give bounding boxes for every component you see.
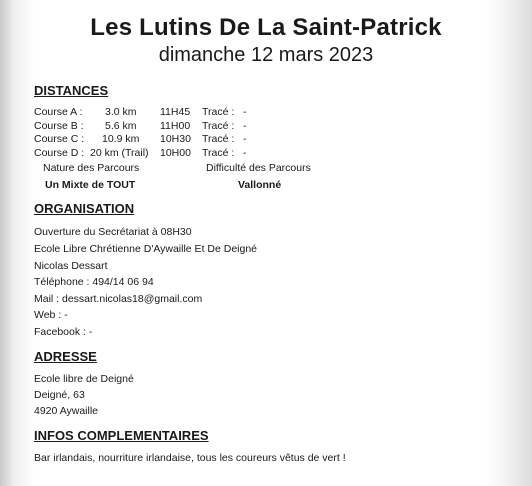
event-date: dimanche 12 mars 2023 <box>158 44 374 66</box>
difficulty-value: Vallonné <box>238 179 282 191</box>
course-distance: 3.0 km <box>105 106 137 118</box>
contact-web: Web : - <box>34 309 68 321</box>
secretariat-opening: Ouverture du Secrétariat à 08H30 <box>34 226 192 238</box>
organisation-heading: ORGANISATION <box>34 201 135 216</box>
address-line: Ecole libre de Deigné <box>34 373 134 385</box>
contact-person: Nicolas Dessart <box>34 260 108 272</box>
course-time: 10H30 <box>160 133 191 145</box>
nature-label: Nature des Parcours <box>43 162 140 174</box>
course-distance: 10.9 km <box>102 133 140 145</box>
course-name: Course C : <box>34 133 85 145</box>
course-distance: 20 km (Trail) <box>90 147 149 159</box>
course-trace-label: Tracé : <box>202 120 235 132</box>
infos-heading: INFOS COMPLEMENTAIRES <box>34 428 209 443</box>
page-title: Les Lutins De La Saint-Patrick <box>90 14 442 41</box>
course-name: Course B : <box>34 120 84 132</box>
course-trace-label: Tracé : <box>202 106 235 118</box>
nature-value: Un Mixte de TOUT <box>45 179 136 191</box>
course-trace-value: - <box>243 120 247 132</box>
course-time: 11H00 <box>160 120 191 132</box>
course-time: 11H45 <box>160 106 191 118</box>
course-name: Course D : <box>34 147 85 159</box>
course-trace-value: - <box>243 133 247 145</box>
contact-phone: Téléphone : 494/14 06 94 <box>34 276 154 288</box>
course-trace-value: - <box>243 147 247 159</box>
infos-text: Bar irlandais, nourriture irlandaise, tous les coureurs vêtus de vert ! <box>34 452 346 464</box>
difficulty-label: Difficulté des Parcours <box>206 162 311 174</box>
course-trace-label: Tracé : <box>202 133 235 145</box>
course-name: Course A : <box>34 106 83 118</box>
contact-facebook: Facebook : - <box>34 326 93 338</box>
adresse-heading: ADRESSE <box>34 349 97 364</box>
course-trace-label: Tracé : <box>202 147 235 159</box>
course-time: 10H00 <box>160 147 191 159</box>
address-line: Deigné, 63 <box>34 389 85 401</box>
contact-mail: Mail : dessart.nicolas18@gmail.com <box>34 293 203 305</box>
course-distance: 5.6 km <box>105 120 137 132</box>
address-line: 4920 Aywaille <box>34 405 99 417</box>
course-trace-value: - <box>243 106 247 118</box>
distances-heading: DISTANCES <box>34 83 109 98</box>
organiser-name: Ecole Libre Chrétienne D'Aywaille Et De Deigné <box>34 243 258 255</box>
